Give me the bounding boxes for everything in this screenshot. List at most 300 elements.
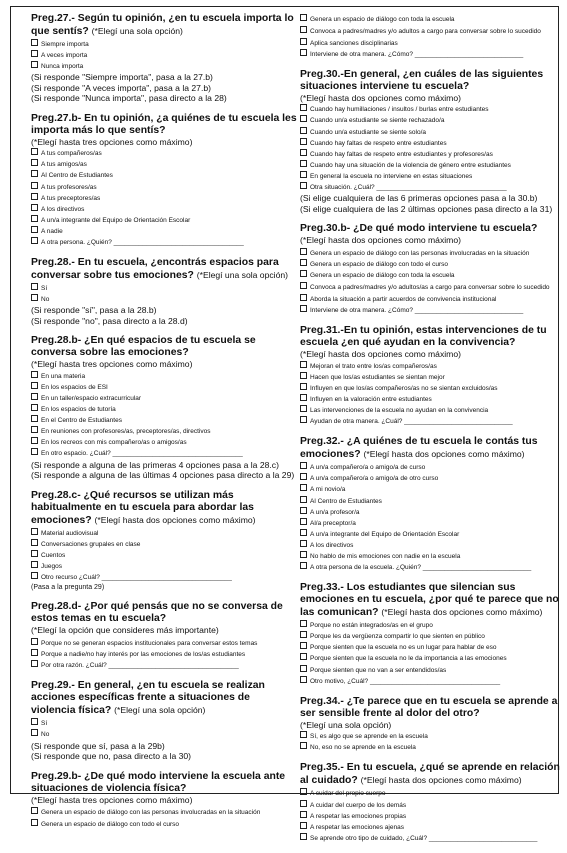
- question-text: Preg.28.d- ¿Por qué pensás que no se conversa de estos temas en tu escuela?: [31, 601, 283, 625]
- question-text: Preg.35.- En tu escuela, ¿qué se aprende en relación al cuidado?: [300, 762, 560, 787]
- checkbox[interactable]: [31, 437, 38, 444]
- option-item[interactable]: [300, 104, 566, 115]
- option-item[interactable]: [300, 270, 566, 281]
- option-item[interactable]: [300, 529, 566, 540]
- checkbox[interactable]: [300, 294, 307, 301]
- question-title: [31, 335, 297, 359]
- option-label: Convoca a padres/madres y/o adultos/as a cargo para conversar sobre lo sucedido: [310, 284, 550, 292]
- option-label: En general la escuela no interviene en estas situaciones: [310, 172, 473, 180]
- option-label: A los directivos: [310, 541, 354, 549]
- checkbox[interactable]: [300, 811, 307, 818]
- option-label: En los recreos con mis compañero/as o amigos/as: [41, 439, 187, 447]
- checkbox[interactable]: [300, 496, 307, 503]
- option-item[interactable]: [300, 372, 566, 383]
- checkbox[interactable]: [300, 529, 307, 536]
- option-label: A un/a compañero/a o amigo/a de curso: [310, 464, 426, 472]
- option-item[interactable]: [300, 115, 566, 126]
- option-label: Genera un espacio de diálogo con toda la escuela: [310, 272, 455, 280]
- checkbox[interactable]: [300, 49, 307, 56]
- checkbox[interactable]: [31, 561, 38, 568]
- question-title: [31, 13, 297, 38]
- option-item[interactable]: [300, 811, 566, 822]
- checkbox[interactable]: [300, 171, 307, 178]
- question-instruction: (*Elegí hasta dos opciones como máximo): [300, 235, 461, 246]
- checkbox[interactable]: [31, 226, 38, 233]
- option-item[interactable]: [300, 665, 566, 676]
- option-label: En los espacios de ESI: [41, 383, 108, 391]
- checkbox[interactable]: [300, 484, 307, 491]
- option-label: A otra persona. ¿Quién? ____________________________________: [41, 239, 244, 247]
- checkbox[interactable]: [31, 371, 38, 378]
- skip-note: (Si elige cualquiera de las 6 primeras opciones pasa a la 30.b): [300, 193, 538, 204]
- option-item[interactable]: [31, 226, 297, 237]
- question-title: [300, 696, 566, 720]
- option-label: A otra persona de la escuela. ¿Quién? ______________________________: [310, 564, 532, 572]
- skip-note: (Si responde "no", pasa directo a la 28.d): [31, 315, 188, 326]
- checkbox[interactable]: [300, 104, 307, 111]
- option-label: Sí: [41, 720, 48, 728]
- question-title: [300, 762, 566, 787]
- checkbox[interactable]: [300, 507, 307, 514]
- skip-note: (Si responde que no, pasa directo a la 30): [31, 751, 192, 761]
- option-label: Cuando hay humillaciones / insultos / burlas entre estudiantes: [310, 106, 489, 114]
- checkbox[interactable]: [31, 415, 38, 422]
- option-item[interactable]: [300, 620, 566, 631]
- checkbox[interactable]: [300, 38, 307, 45]
- option-item[interactable]: [31, 159, 297, 170]
- checkbox[interactable]: [300, 473, 307, 480]
- option-label: A respetar las emociones propias: [310, 812, 407, 820]
- options-list: [300, 462, 566, 573]
- question-instruction: (*Elegí la opción que consideres más importante): [31, 625, 219, 636]
- checkbox[interactable]: [300, 642, 307, 649]
- option-item[interactable]: [300, 14, 566, 25]
- question-30: [300, 69, 566, 214]
- question-text: Preg.28.b- ¿En qué espacios de tu escuela se conversa sobre las emociones?: [31, 335, 256, 359]
- checkbox[interactable]: [31, 729, 38, 736]
- option-label: Porque no se generan espacios institucionales para conversar estos temas: [41, 639, 258, 647]
- checkbox[interactable]: [31, 660, 38, 667]
- option-item[interactable]: [300, 551, 566, 562]
- option-label: A tus profesores/as: [41, 183, 97, 191]
- option-label: A tus amigos/as: [41, 161, 87, 169]
- checkbox[interactable]: [31, 50, 38, 57]
- question-title: [31, 680, 297, 717]
- checkbox[interactable]: [300, 138, 307, 145]
- option-item[interactable]: [31, 148, 297, 159]
- option-label: A tus compañeros/as: [41, 150, 102, 158]
- option-label: Porque sienten que la escuela no es un lugar para hablar de eso: [310, 644, 497, 652]
- option-item[interactable]: [300, 38, 566, 49]
- option-item[interactable]: [31, 528, 297, 539]
- checkbox[interactable]: [31, 204, 38, 211]
- question-27b: [31, 113, 297, 248]
- option-label: No, eso no se aprende en la escuela: [310, 744, 416, 752]
- checkbox[interactable]: [300, 665, 307, 672]
- option-label: Al Centro de Estudiantes: [310, 497, 382, 505]
- options-list: [31, 528, 297, 583]
- question-text: Preg.34.- ¿Te parece que en tu escuela se aprende a ser sensible frente al dolor del otro?: [300, 695, 558, 719]
- option-item[interactable]: [300, 281, 566, 294]
- option-label: Genera un espacio de diálogo con todo el curso: [41, 820, 180, 828]
- option-item[interactable]: [31, 649, 297, 660]
- option-item[interactable]: [300, 518, 566, 529]
- question-text: Preg.27.b- En tu opinión, ¿a quiénes de tu escuela les importa más lo que sentís?: [31, 112, 297, 136]
- checkbox[interactable]: [300, 788, 307, 795]
- checkbox[interactable]: [300, 822, 307, 829]
- option-label: A los directivos: [41, 205, 85, 213]
- option-item[interactable]: [31, 819, 297, 830]
- checkbox[interactable]: [300, 383, 307, 390]
- option-label: Aplica sanciones disciplinarias: [310, 39, 398, 47]
- skip-note: (Si responde a alguna de las últimas 4 opciones pasa directo a la 29): [31, 470, 295, 481]
- question-28c: [31, 490, 297, 592]
- option-item[interactable]: [31, 550, 297, 561]
- checkbox[interactable]: [31, 182, 38, 189]
- checkbox[interactable]: [300, 115, 307, 122]
- option-item[interactable]: [300, 631, 566, 642]
- option-item[interactable]: [31, 393, 297, 404]
- option-item[interactable]: [31, 237, 297, 248]
- option-label: Cuando hay faltas de respeto entre estudiantes: [310, 139, 447, 147]
- checkbox[interactable]: [300, 149, 307, 156]
- option-item[interactable]: [300, 484, 566, 495]
- question-text: Preg.28.c- ¿Qué recursos se utilizan más habitualmente en tu escuela para abordar las emociones?: [31, 489, 254, 526]
- option-item[interactable]: [31, 637, 297, 650]
- skip-note: (Si responde "sí", pasa a la 28.b): [31, 305, 157, 316]
- option-item[interactable]: [300, 149, 566, 160]
- option-label: Cuando hay una situación de la violencia de género entre estudiantes: [310, 161, 511, 169]
- checkbox[interactable]: [31, 638, 38, 645]
- option-item[interactable]: [300, 507, 566, 518]
- option-label: Genera un espacio de diálogo con todo el curso: [310, 261, 449, 269]
- checkbox[interactable]: [300, 127, 307, 134]
- checkbox[interactable]: [31, 718, 38, 725]
- checkbox[interactable]: [300, 259, 307, 266]
- option-item[interactable]: [300, 653, 566, 664]
- checkbox[interactable]: [31, 193, 38, 200]
- option-item[interactable]: [300, 676, 566, 687]
- checkbox[interactable]: [300, 361, 307, 368]
- left-column: [31, 13, 297, 839]
- options-list: [300, 104, 566, 193]
- option-item[interactable]: [31, 215, 297, 226]
- option-label: Hacen que los/as estudiantes se sientan mejor: [310, 373, 445, 381]
- checkbox[interactable]: [31, 170, 38, 177]
- checkbox[interactable]: [31, 159, 38, 166]
- option-item[interactable]: [300, 473, 566, 484]
- options-list: [300, 14, 566, 60]
- option-item[interactable]: [31, 61, 297, 72]
- checkbox[interactable]: [300, 270, 307, 277]
- option-item[interactable]: [31, 204, 297, 215]
- checkbox[interactable]: [31, 237, 38, 244]
- option-item[interactable]: [31, 718, 297, 729]
- options-list: [31, 283, 297, 305]
- option-label: Material audiovisual: [41, 529, 99, 537]
- option-label: A cuidar del propio cuerpo: [310, 790, 386, 798]
- checkbox[interactable]: [300, 394, 307, 401]
- checkbox[interactable]: [300, 14, 307, 21]
- option-label: Influyen en que los/as compañeros/as no se sientan excluidos/as: [310, 384, 498, 392]
- option-label: A nadie: [41, 227, 63, 235]
- option-label: Conversaciones grupales en clase: [41, 540, 141, 548]
- option-item[interactable]: [31, 729, 297, 740]
- option-item[interactable]: [31, 382, 297, 393]
- question-27: [31, 13, 297, 104]
- option-label: En un taller/espacio extracurricular: [41, 395, 142, 402]
- checkbox[interactable]: [31, 819, 38, 826]
- question-text: Preg.31.-En tu opinión, estas intervenciones de tu escuela ¿en qué ayudan en la convivencia?: [300, 325, 547, 349]
- checkbox[interactable]: [31, 448, 38, 455]
- option-item[interactable]: [300, 160, 566, 171]
- option-item[interactable]: [31, 39, 297, 50]
- question-35: [300, 762, 566, 843]
- options-list: [300, 731, 566, 753]
- question-28: [31, 257, 297, 326]
- option-item[interactable]: [31, 404, 297, 415]
- option-item[interactable]: [300, 731, 566, 742]
- checkbox[interactable]: [300, 372, 307, 379]
- checkbox[interactable]: [31, 572, 38, 579]
- checkbox[interactable]: [300, 620, 307, 627]
- option-item[interactable]: [31, 193, 297, 204]
- option-item[interactable]: [31, 561, 297, 572]
- option-item[interactable]: [300, 742, 566, 753]
- option-item[interactable]: [300, 361, 566, 372]
- skip-note: (Si elige cualquiera de las 2 últimas opciones pasa directo a la 31): [300, 203, 553, 214]
- option-item[interactable]: [300, 171, 566, 182]
- checkbox[interactable]: [31, 294, 38, 301]
- option-item[interactable]: [300, 562, 566, 573]
- checkbox[interactable]: [31, 649, 38, 656]
- question-instruction: (*Elegí hasta dos opciones como máximo): [94, 514, 256, 525]
- option-item[interactable]: [300, 305, 566, 316]
- option-item[interactable]: [300, 462, 566, 473]
- options-list: [31, 637, 297, 672]
- question-instruction: (*Elegí una sola opción): [114, 705, 206, 716]
- option-item[interactable]: [31, 660, 297, 671]
- option-label: Las intervenciones de la escuela no ayudan en la convivencia: [310, 407, 489, 415]
- checkbox[interactable]: [31, 283, 38, 290]
- options-list: [300, 788, 566, 843]
- checkbox[interactable]: [300, 562, 307, 569]
- option-item[interactable]: [31, 371, 297, 382]
- option-item[interactable]: [300, 25, 566, 38]
- question-29b: [31, 771, 297, 830]
- option-label: A cuidar del cuerpo de los demás: [310, 801, 407, 809]
- option-item[interactable]: [300, 138, 566, 149]
- option-item[interactable]: [300, 833, 566, 844]
- options-list: [31, 148, 297, 248]
- option-item[interactable]: [31, 283, 297, 294]
- checkbox[interactable]: [31, 550, 38, 557]
- checkbox[interactable]: [300, 248, 307, 255]
- option-label: Porque sienten que no van a ser entendidos/as: [310, 666, 447, 674]
- option-item[interactable]: [300, 822, 566, 833]
- option-item[interactable]: [300, 540, 566, 551]
- option-item[interactable]: [31, 572, 297, 583]
- option-item[interactable]: [300, 800, 566, 811]
- question-instruction: (*Elegí hasta dos opciones como máximo): [360, 775, 522, 786]
- question-28d: [31, 601, 297, 671]
- option-item[interactable]: [300, 294, 566, 305]
- option-item[interactable]: [300, 788, 566, 799]
- option-item[interactable]: [31, 182, 297, 193]
- option-item[interactable]: [300, 182, 566, 193]
- option-label: A veces importa: [41, 52, 88, 60]
- option-item[interactable]: [300, 49, 566, 60]
- question-instruction: (*Elegí una sola opción): [196, 270, 288, 281]
- option-item[interactable]: [300, 496, 566, 507]
- checkbox[interactable]: [300, 305, 307, 312]
- option-item[interactable]: [31, 426, 297, 437]
- question-instruction: (*Elegí hasta tres opciones como máximo): [31, 794, 193, 805]
- question-title: [300, 436, 566, 461]
- checkbox[interactable]: [31, 39, 38, 46]
- question-32: [300, 436, 566, 573]
- option-label: Genera un espacio de diálogo con las personas involucradas en la situación: [310, 249, 530, 257]
- option-label: Al Centro de Estudiantes: [41, 172, 113, 180]
- option-item[interactable]: [300, 405, 566, 416]
- checkbox[interactable]: [300, 26, 307, 33]
- options-list: [31, 39, 297, 72]
- option-item[interactable]: [31, 437, 297, 448]
- question-34: [300, 696, 566, 754]
- skip-note: (Si responde "Nunca importa", pasa directo a la 28): [31, 93, 227, 104]
- option-label: A un/a compañero/a o amigo/a de otro curso: [310, 475, 439, 483]
- question-instruction: (*Elegí hasta tres opciones como máximo): [31, 136, 193, 147]
- checkbox[interactable]: [31, 215, 38, 222]
- option-item[interactable]: [300, 416, 566, 427]
- option-item[interactable]: [31, 50, 297, 61]
- checkbox[interactable]: [31, 404, 38, 411]
- option-item[interactable]: [300, 394, 566, 405]
- option-label: Genera un espacio de diálogo con toda la escuela: [310, 16, 455, 23]
- option-label: Se aprende otro tipo de cuidado, ¿Cuál? ______________________________: [310, 834, 538, 842]
- question-text: Preg.33.- Los estudiantes que silencian sus emociones en tu escuela, ¿por qué te parece que no las comunican?: [300, 582, 559, 619]
- option-item[interactable]: [300, 127, 566, 138]
- option-item[interactable]: [31, 415, 297, 426]
- question-instruction: (*Elegí una sola opción): [300, 719, 392, 730]
- option-item[interactable]: [300, 247, 566, 260]
- options-list: [31, 806, 297, 830]
- option-label: Cuando hay faltas de respeto entre estudiantes y profesores/as: [310, 150, 493, 158]
- right-column: [300, 13, 566, 853]
- question-title: [300, 69, 566, 93]
- checkbox[interactable]: [300, 182, 307, 189]
- option-item[interactable]: [31, 806, 297, 819]
- option-item[interactable]: [300, 642, 566, 653]
- checkbox[interactable]: [300, 551, 307, 558]
- checkbox[interactable]: [31, 393, 38, 400]
- question-title: [31, 113, 297, 137]
- checkbox[interactable]: [300, 653, 307, 660]
- option-label: En los espacios de tutoría: [41, 406, 116, 414]
- option-item[interactable]: [31, 294, 297, 305]
- checkbox[interactable]: [31, 61, 38, 68]
- checkbox[interactable]: [31, 382, 38, 389]
- option-label: Cuando un/a estudiante se siente solo/a: [310, 128, 427, 136]
- checkbox[interactable]: [31, 539, 38, 546]
- option-label: Siempre importa: [41, 41, 89, 48]
- skip-note: (Si responde "Siempre importa", pasa a la 27.b): [31, 72, 213, 83]
- option-label: A un/a integrante del Equipo de Orientación Escolar: [310, 530, 460, 538]
- option-label: A un/a profesor/a: [310, 508, 360, 516]
- question-instruction: (*Elegí hasta dos opciones como máximo): [381, 607, 543, 618]
- option-label: Porque sienten que la escuela no le da importancia a las emociones: [310, 655, 507, 663]
- question-title: [300, 325, 566, 349]
- option-label: Sí, es algo que se aprende en la escuela: [310, 733, 428, 741]
- options-list: [300, 247, 566, 317]
- checkbox[interactable]: [300, 676, 307, 683]
- option-item[interactable]: [31, 170, 297, 181]
- option-label: Ayudan de otra manera. ¿Cuál? ______________________________: [310, 418, 513, 426]
- option-label: Otro recurso ¿Cuál? ____________________________________: [41, 573, 232, 581]
- checkbox[interactable]: [31, 807, 38, 814]
- question-title: [31, 490, 297, 527]
- checkbox[interactable]: [300, 731, 307, 738]
- checkbox[interactable]: [300, 405, 307, 412]
- option-label: En otro espacio. ¿Cuál? ____________________________________: [41, 450, 243, 458]
- checkbox[interactable]: [31, 426, 38, 433]
- checkbox[interactable]: [300, 518, 307, 525]
- checkbox[interactable]: [300, 742, 307, 749]
- option-label: Mejoran el trato entre los/as compañeros/as: [310, 362, 437, 370]
- option-label: A un/a integrante del Equipo de Orientación Escolar: [41, 216, 191, 224]
- checkbox[interactable]: [300, 462, 307, 469]
- question-title: [31, 771, 297, 795]
- checkbox[interactable]: [300, 416, 307, 423]
- option-label: Otro motivo, ¿Cuál? ____________________________________: [310, 677, 501, 685]
- option-label: Cuando un/a estudiante se siente rechazado/a: [310, 117, 445, 125]
- question-33: [300, 582, 566, 687]
- option-label: No: [41, 731, 50, 739]
- option-label: A mi novio/a: [310, 486, 346, 494]
- option-label: Otra situación. ¿Cuál? ____________________________________: [310, 184, 507, 192]
- checkbox[interactable]: [300, 282, 307, 289]
- checkbox[interactable]: [31, 528, 38, 535]
- checkbox[interactable]: [300, 833, 307, 840]
- option-item[interactable]: [31, 448, 297, 459]
- option-label: Genera un espacio de diálogo con las personas involucradas en la situación: [41, 809, 261, 816]
- option-label: Juegos: [41, 562, 62, 570]
- option-label: A tus preceptores/as: [41, 194, 101, 202]
- options-list: [300, 361, 566, 428]
- skip-note: (Si responde que sí, pasa a la 29b): [31, 740, 165, 751]
- option-item[interactable]: [300, 383, 566, 394]
- option-label: Interviene de otra manera. ¿Cómo? ______________________________: [310, 50, 524, 58]
- option-label: Cuentos: [41, 551, 66, 559]
- checkbox[interactable]: [31, 148, 38, 155]
- question-text: Preg.30.b- ¿De qué modo interviene tu escuela?: [300, 223, 538, 235]
- option-item[interactable]: [300, 259, 566, 270]
- checkbox[interactable]: [300, 160, 307, 167]
- option-label: No hablo de mis emociones con nadie en la escuela: [310, 553, 461, 560]
- question-title: [300, 223, 566, 235]
- option-item[interactable]: [31, 539, 297, 550]
- skip-note: (Pasa a la pregunta 29): [31, 584, 105, 592]
- option-label: Nunca importa: [41, 63, 84, 71]
- option-label: Sí: [41, 285, 48, 293]
- question-instruction: (*Elegí hasta dos opciones como máximo): [363, 449, 525, 460]
- option-label: En reuniones con profesores/as, preceptores/as, directivos: [41, 428, 211, 436]
- question-instruction: (*Elegí hasta tres opciones como máximo): [31, 359, 193, 370]
- option-label: Porque les da vergüenza compartir lo que sienten en público: [310, 633, 485, 641]
- checkbox[interactable]: [300, 540, 307, 547]
- question-31: [300, 325, 566, 427]
- checkbox[interactable]: [300, 631, 307, 638]
